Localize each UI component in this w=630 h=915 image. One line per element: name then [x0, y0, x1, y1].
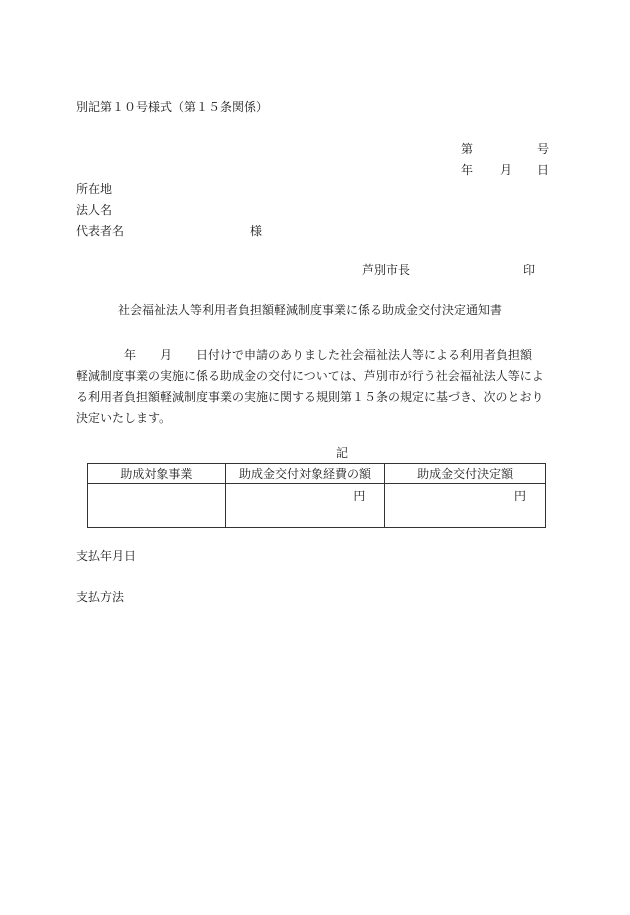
notice-body-line: 年 月 日付けで申請のありました社会福祉法人等による利用者負担額 — [76, 348, 533, 362]
seal-mark: 印 — [523, 263, 536, 277]
notice-body — [76, 345, 546, 429]
cell-decided-amount: 円 — [385, 484, 546, 528]
date-month-label: 月 — [500, 163, 513, 177]
recipient-address-label: 所在地 — [76, 182, 113, 196]
document-number-suffix: 号 — [537, 142, 550, 156]
header-decided-amount: 助成金交付決定額 — [385, 464, 546, 484]
recipient-corporation-label: 法人名 — [76, 203, 113, 217]
notice-body-line: る利用者負担額軽減制度事業の実施に関する規則第１５条の規定に基づき、次のとおり — [76, 390, 544, 404]
notice-body-line: 決定いたします。 — [76, 411, 172, 425]
payment-date-label: 支払年月日 — [76, 549, 137, 563]
header-eligible-expense: 助成金交付対象経費の額 — [225, 464, 385, 484]
issuer-title: 芦別市長 — [362, 263, 411, 277]
notice-body-line: 軽減制度事業の実施に係る助成金の交付については、芦別市が行う社会福祉法人等によ — [76, 369, 544, 383]
table-row — [88, 484, 546, 528]
date-day-label: 日 — [537, 163, 550, 177]
cell-target-project — [88, 484, 226, 528]
recipient-representative-label: 代表者名 — [76, 224, 125, 238]
payment-method-label: 支払方法 — [76, 590, 125, 604]
header-target-project: 助成対象事業 — [88, 464, 226, 484]
grant-decision-table — [87, 463, 546, 528]
recipient-honorific: 様 — [250, 224, 263, 238]
date-year-label: 年 — [461, 163, 474, 177]
table-header-row — [88, 464, 546, 484]
document-heading: 社会福祉法人等利用者負担額軽減制度事業に係る助成金交付決定通知書 — [118, 303, 503, 317]
ki-marker: 記 — [336, 446, 349, 460]
cell-eligible-expense: 円 — [225, 484, 385, 528]
document-number-prefix: 第 — [461, 142, 474, 156]
form-title: 別記第１０号様式（第１５条関係） — [76, 100, 269, 114]
